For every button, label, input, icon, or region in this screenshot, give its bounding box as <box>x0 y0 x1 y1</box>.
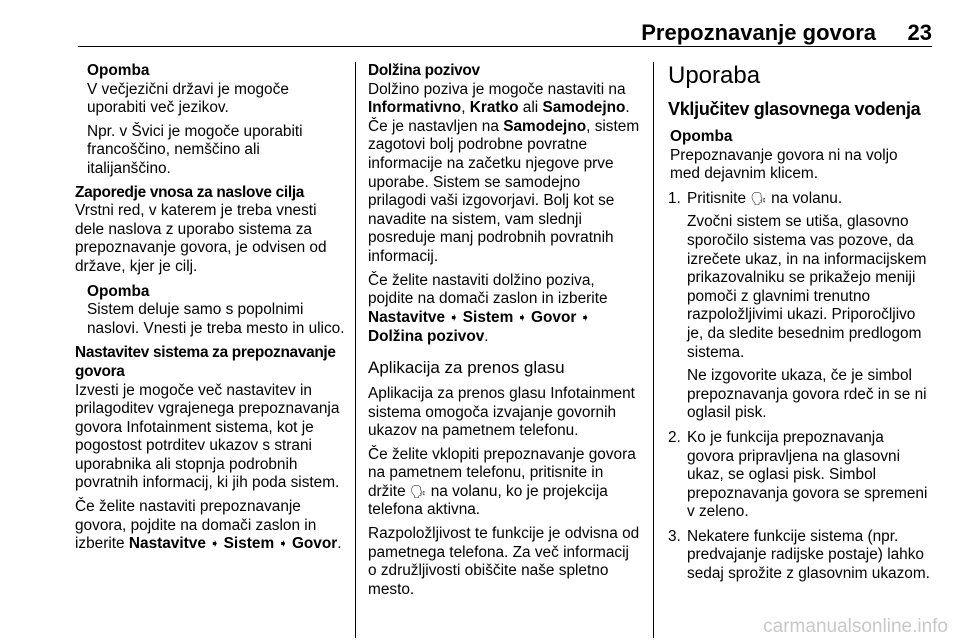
column-divider-1 <box>355 62 356 638</box>
chapter-heading: Uporaba <box>668 62 761 89</box>
note-title: Opomba <box>87 62 150 79</box>
note-text: Prepoznavanje govora ni na voljo med dejavnim klicem. <box>670 146 898 183</box>
step-item <box>668 528 930 584</box>
menu-item-voice: Govor <box>531 308 577 326</box>
menu-item-settings: Nastavitve <box>368 308 445 326</box>
menu-item-settings: Nastavitve <box>128 535 206 553</box>
paragraph: Če želite vklopiti prepoznavanje govora na pametnem telefonu, pritisnite in držite 🗣 na volanu, ko je projekcija telefona aktivna. <box>368 445 636 519</box>
step-text: Ko je funkcija prepoznavanja govora pripravljena na glasovni ukaz, se oglasi pisk. Simbol prepoznavanja govora se spremeni v zeleno. <box>687 428 928 521</box>
section-heading-settings: Nastavitev sistema za prepoznavanje govora <box>75 344 336 380</box>
section-heading-address-order: Zaporedje vnosa za naslove cilja <box>75 183 305 201</box>
step-item: 1. Pritisnite 🗣 na volanu. Zvočni sistem se utiša, glasovno sporočilo sistema vas pozove, da izrečete ukaz, in na informacijskem prikazovalniku se prikažejo meniji pomoči z glavnimi trenutno razpoložljivimi ukazi. Priporočljivo je, da sledite besednim predlogom sistema. Ne izgovorite ukaza, če je simbol prepoznavanja govora rdeč in se ni oglasil pisk. <box>668 190 930 423</box>
page-title: Prepoznavanje govora <box>641 20 876 45</box>
option-automatic: Samodejno <box>503 117 587 135</box>
note-full-address <box>75 283 347 339</box>
column-left <box>75 62 347 560</box>
paragraph: Aplikacija za prenos glasu Infotainment sistema omogoča izvajanje govornih ukazov na pametnem telefonu. <box>368 384 635 440</box>
paragraph: Vrstni red, v katerem je treba vnesti dele naslova z uporabo sistema za prepoznavanje govora, je odvisen od države, kjer je cilj. <box>75 202 327 275</box>
arrow-icon: ➧ <box>278 538 288 551</box>
paragraph-menu-path: Če želite nastaviti dolžino poziva, pojdite na domači zaslon in izberite Nastavitve ➧ Sistem ➧ Govor ➧ Dolžina pozivov. <box>368 271 608 346</box>
paragraph: Dolžino poziva je mogoče nastaviti na Informativno, Kratko ali Samodejno. Če je nastavljen na Samodejno, sistem zagotovi bolj podrobne povratne informacije na začetku njegove prve uporabe. Sistem se samodejno prilagodi vaši izgovorjavi. Bolj kot se navadite na sistem, vam slednji posreduje manj podrobnih povratnih informacij. <box>368 80 640 265</box>
note-title: Opomba <box>87 282 150 300</box>
note-text: Npr. v Švici je mogoče uporabiti francoščino, nemščino ali italijanščino. <box>87 122 303 177</box>
menu-item-system: Sistem <box>462 308 514 326</box>
note-active-call <box>668 128 930 184</box>
note-text: Sistem deluje samo s popolnimi naslovi. Vnesti je treba mesto in ulico. <box>87 301 345 337</box>
voice-control-icon: 🗣 <box>750 190 767 206</box>
paragraph: Razpoložljivost te funkcije je odvisna od pametnega telefona. Za več informacij o združljivosti obiščite naše spletno mesto. <box>368 525 640 598</box>
page-number: 23 <box>907 20 932 45</box>
menu-item-prompt-length: Dolžina pozivov <box>368 328 485 346</box>
paragraph: Izvesti je mogoče več nastavitev in prilagoditev vgrajenega prepoznavanja govora Infotainment sistema, kot je pogostost potrditev ukazov s strani uporabnika ali stopnja podrobnih povratnih informacij, ki jih poda sistem. <box>75 381 340 492</box>
step-text: Ne izgovorite ukaza, če je simbol prepoznavanja govora rdeč in se ni oglasil pisk. <box>687 367 927 422</box>
column-right <box>668 62 930 590</box>
step-number: 3. <box>668 527 681 545</box>
paragraph-menu-path: Če želite nastaviti prepoznavanje govora, pojdite na domači zaslon in izberite Nastavitve ➧ Sistem ➧ Govor. <box>75 498 342 553</box>
note-text: V večjezični državi je mogoče uporabiti več jezikov. <box>87 80 289 117</box>
menu-item-voice: Govor <box>291 535 338 553</box>
arrow-icon: ➧ <box>449 311 459 324</box>
section-heading-voice-passthrough: Aplikacija za prenos glasu <box>368 357 565 377</box>
step-item <box>668 429 930 522</box>
note-title: Opomba <box>670 128 733 145</box>
voice-control-icon: 🗣 <box>409 483 427 499</box>
column-middle <box>368 62 640 604</box>
note-multilingual <box>75 62 347 179</box>
arrow-icon: ➧ <box>580 311 590 324</box>
arrow-icon: ➧ <box>517 311 527 324</box>
option-informative: Informativno <box>368 99 462 117</box>
page-header <box>78 20 932 47</box>
option-automatic: Samodejno <box>542 99 626 117</box>
step-text: Zvočni sistem se utiša, glasovno sporočilo sistema vas pozove, da izrečete ukaz, in na informacijskem prikazovalniku se prikažejo meniji pomoči z glavnimi trenutno razpoložljivimi ukazi. Priporočljivo je, da sledite besednim predlogom sistema. <box>687 213 927 361</box>
step-number: 1. <box>668 189 681 207</box>
step-text: Nekatere funkcije sistema (npr. predvajanje radijske postaje) lahko sedaj sprožite z glasovnim ukazom. <box>687 527 930 583</box>
option-short: Kratko <box>469 99 519 117</box>
step-number: 2. <box>668 428 681 446</box>
menu-item-system: Sistem <box>223 535 275 553</box>
arrow-icon: ➧ <box>210 538 220 551</box>
section-heading-prompt-length: Dolžina pozivov <box>368 62 480 79</box>
section-heading-activation: Vključitev glasovnega vodenja <box>668 99 921 119</box>
column-divider-2 <box>653 62 654 638</box>
watermark: carmanualsonline.info <box>763 616 948 637</box>
